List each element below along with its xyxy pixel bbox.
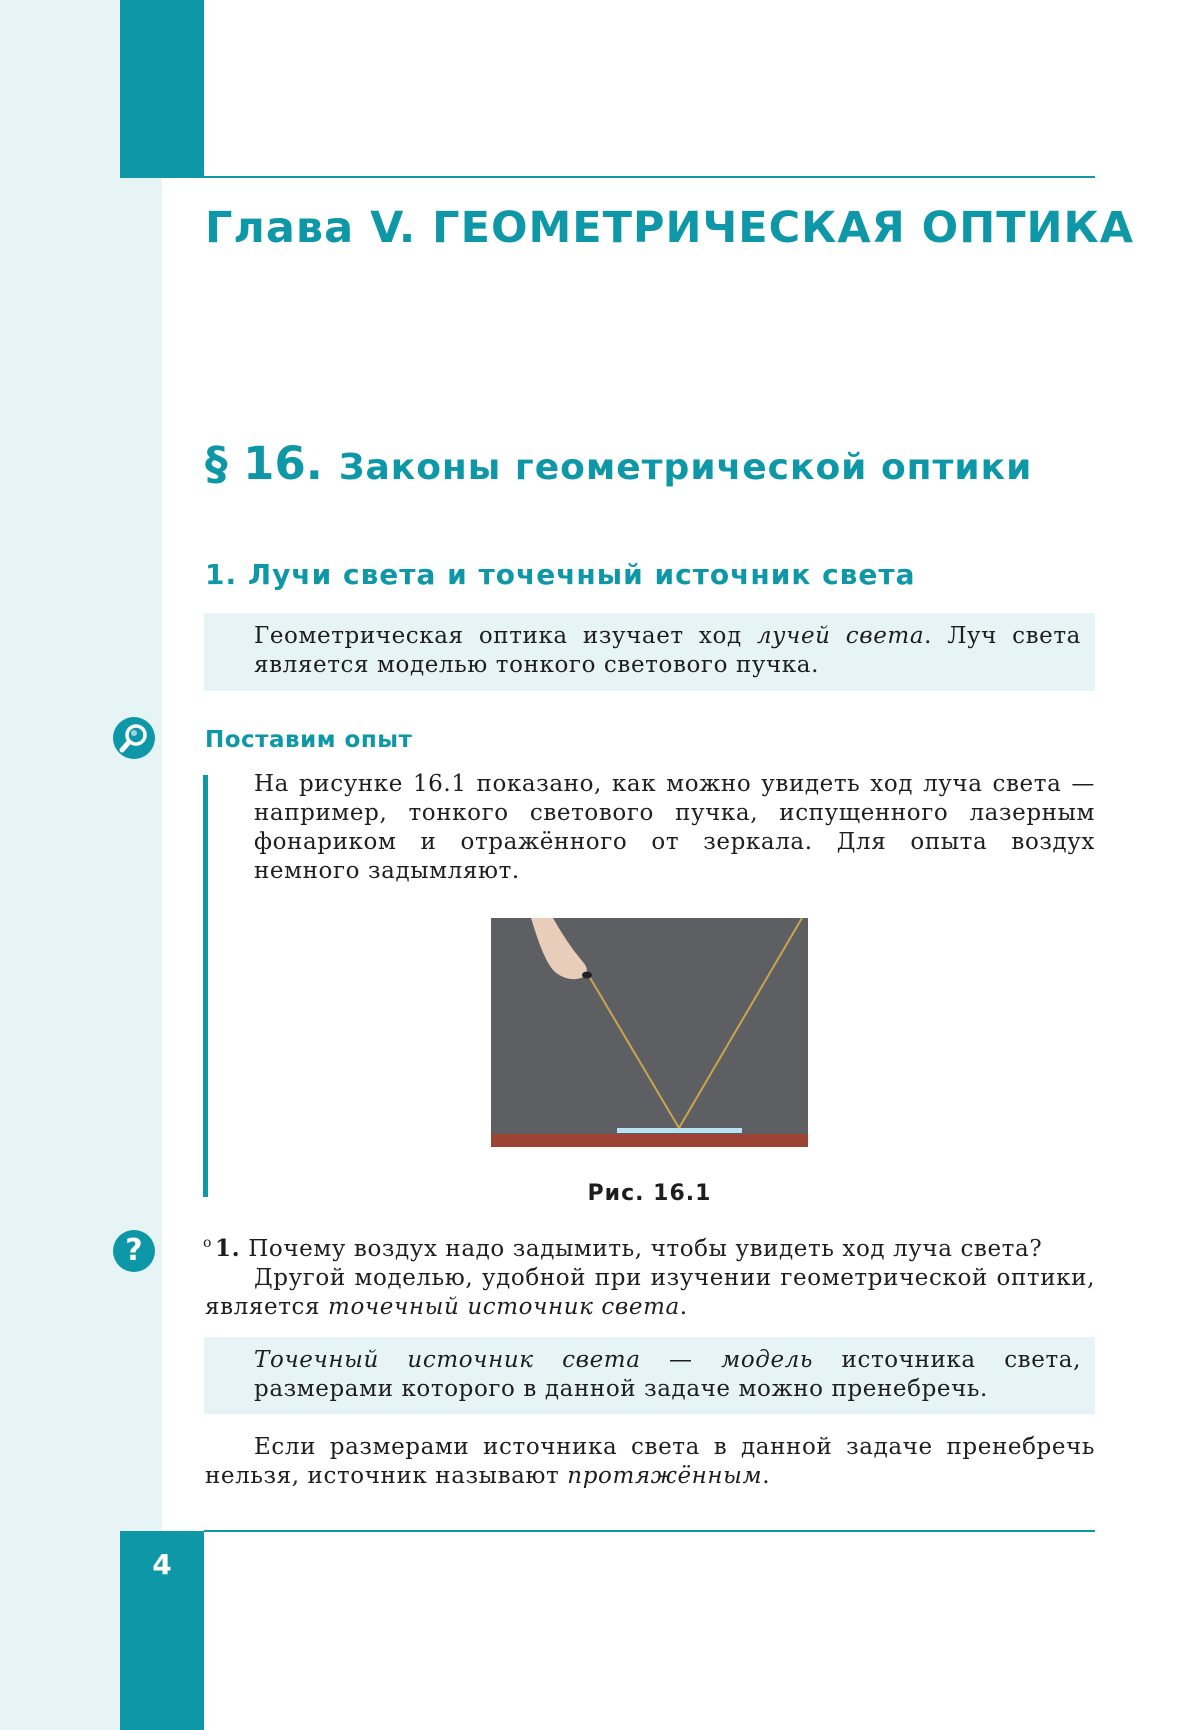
experiment-text: На рисунке 16.1 показано, как можно увидеть ход луча света — например, тонкого светового пучка, испущенного лазерным фонариком и отражённого от зеркала. Для опыта воздух немного задымляют. bbox=[254, 771, 1095, 884]
section-name: Законы геометрической оптики bbox=[338, 447, 1033, 488]
footer-rule bbox=[204, 1530, 1095, 1532]
question-marker: o bbox=[203, 1235, 213, 1251]
question-icon bbox=[113, 1230, 155, 1272]
page-number: 4 bbox=[152, 1548, 172, 1581]
figure-mirror bbox=[617, 1128, 742, 1133]
laser-pointer bbox=[582, 972, 592, 979]
section-title bbox=[205, 437, 1032, 490]
definition-box-point-source bbox=[204, 1337, 1095, 1414]
figure-background bbox=[491, 918, 808, 1147]
magnifier-icon bbox=[113, 717, 155, 759]
definition-text: — bbox=[640, 1347, 722, 1373]
experiment-bar bbox=[203, 775, 208, 1197]
paragraph-text: Другой моделью, удобной при изучении геометрической оптики, является bbox=[205, 1265, 1095, 1320]
definition-text: . Луч света является моделью тонкого светового пучка. bbox=[254, 623, 1081, 678]
chapter-title bbox=[205, 203, 1134, 253]
definition-box-rays bbox=[204, 613, 1095, 691]
definition-text: источника света, размерами которого в данной задаче можно пренебречь. bbox=[254, 1347, 1081, 1402]
paragraph-text: . bbox=[679, 1294, 688, 1320]
chapter-label: Глава V. bbox=[205, 203, 417, 253]
figure-table bbox=[491, 1134, 808, 1147]
term-model: модель bbox=[721, 1347, 814, 1373]
term-point-source: точечный источник света bbox=[328, 1294, 680, 1320]
term-point-source: Точечный источник света bbox=[254, 1347, 641, 1373]
question-text: Почему воздух надо задымить, чтобы увидеть ход луча света? bbox=[248, 1236, 1043, 1262]
header-tab bbox=[120, 0, 204, 178]
section-number: § 16. bbox=[205, 437, 323, 490]
paragraph-text: Если размерами источника света в данной задаче пренебречь нельзя, источник называют bbox=[205, 1434, 1095, 1489]
header-rule bbox=[204, 176, 1095, 178]
experiment-title: Поставим опыт bbox=[205, 727, 413, 753]
question-1 bbox=[203, 1229, 1095, 1264]
question-number: 1. bbox=[215, 1235, 241, 1262]
side-strip bbox=[0, 0, 162, 1730]
term-light-rays: лучей света bbox=[756, 623, 925, 649]
figure-laser-reflection bbox=[491, 918, 808, 1147]
definition-text: Геометрическая оптика изучает ход bbox=[254, 623, 757, 649]
figure-caption: Рис. 16.1 bbox=[587, 1181, 712, 1206]
question-mark-glyph: ? bbox=[125, 1233, 143, 1268]
subsection-title: 1. Лучи света и точечный источник света bbox=[205, 558, 916, 591]
term-extended: протяжённым bbox=[567, 1463, 763, 1489]
chapter-name: ГЕОМЕТРИЧЕСКАЯ ОПТИКА bbox=[432, 203, 1134, 253]
paragraph-text: . bbox=[762, 1463, 771, 1489]
paragraph-extended-source bbox=[205, 1433, 1095, 1491]
paragraph-point-source bbox=[205, 1264, 1095, 1322]
